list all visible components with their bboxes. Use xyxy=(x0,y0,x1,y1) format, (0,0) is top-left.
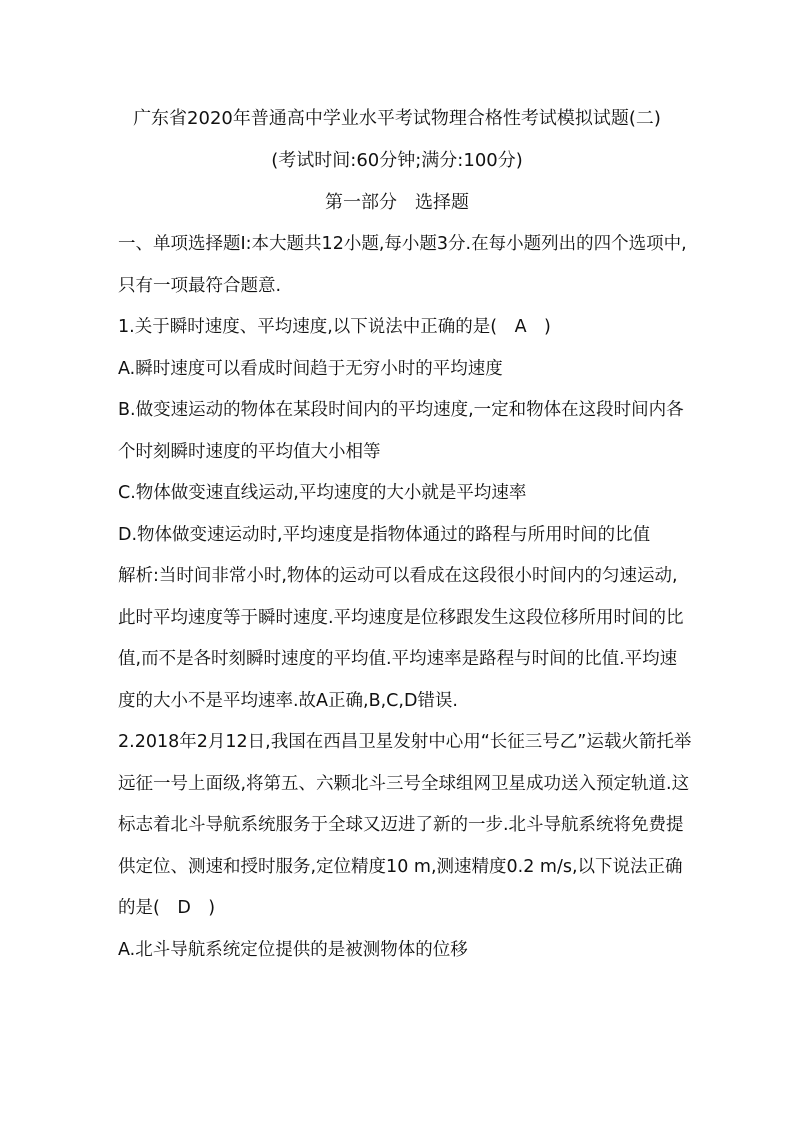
question-2-option-a: A.北斗导航系统定位提供的是被测物体的位移 xyxy=(118,939,468,960)
question-1-analysis: 解析:当时间非常小时,物体的运动可以看成在这段很小时间内的匀速运动,此时平均速度等于瞬时速度.平均速度是位移跟发生这段位移所用时间的比值,而不是各时刻瞬时速度的平均值.平均速率是路程与时间的比值.平均速度的大小不是平均速率.故A正确,B,C,D错误. xyxy=(118,566,684,711)
exam-info: (考试时间:60分钟;满分:100分) xyxy=(271,150,523,171)
question-1-option-a: A.瞬时速度可以看成时间趋于无穷小时的平均速度 xyxy=(118,358,503,379)
question-1-option-c: C.物体做变速直线运动,平均速度的大小就是平均速率 xyxy=(118,483,527,503)
question-1-stem: 1.关于瞬时速度、平均速度,以下说法中正确的是( A ) xyxy=(118,317,551,337)
question-1-option-d: D.物体做变速运动时,平均速度是指物体通过的路程与所用时间的比值 xyxy=(118,524,651,545)
section-heading: 第一部分 选择题 xyxy=(325,192,469,213)
question-2-stem: 2.2018年2月12日,我国在西昌卫星发射中心用“长征三号乙”运载火箭托举远征一号上面级,将第五、六颗北斗三号全球组网卫星成功送入预定轨道.这标志着北斗导航系统服务于全球又迈进了新的一步.北斗导航系统将免费提供定位、测速和授时服务,定位精度10 m,测速精度0.2 m/s,以下说法正确的是( D ) xyxy=(118,732,692,918)
question-1-option-b: B.做变速运动的物体在某段时间内的平均速度,一定和物体在这段时间内各个时刻瞬时速度的平均值大小相等 xyxy=(118,400,684,462)
page-title: 广东省2020年普通高中学业水平考试物理合格性考试模拟试题(二) xyxy=(133,108,661,129)
section-instructions: 一、单项选择题Ⅰ:本大题共12小题,每小题3分.在每小题列出的四个选项中,只有一项最符合题意. xyxy=(118,234,687,296)
document-body xyxy=(118,224,693,971)
